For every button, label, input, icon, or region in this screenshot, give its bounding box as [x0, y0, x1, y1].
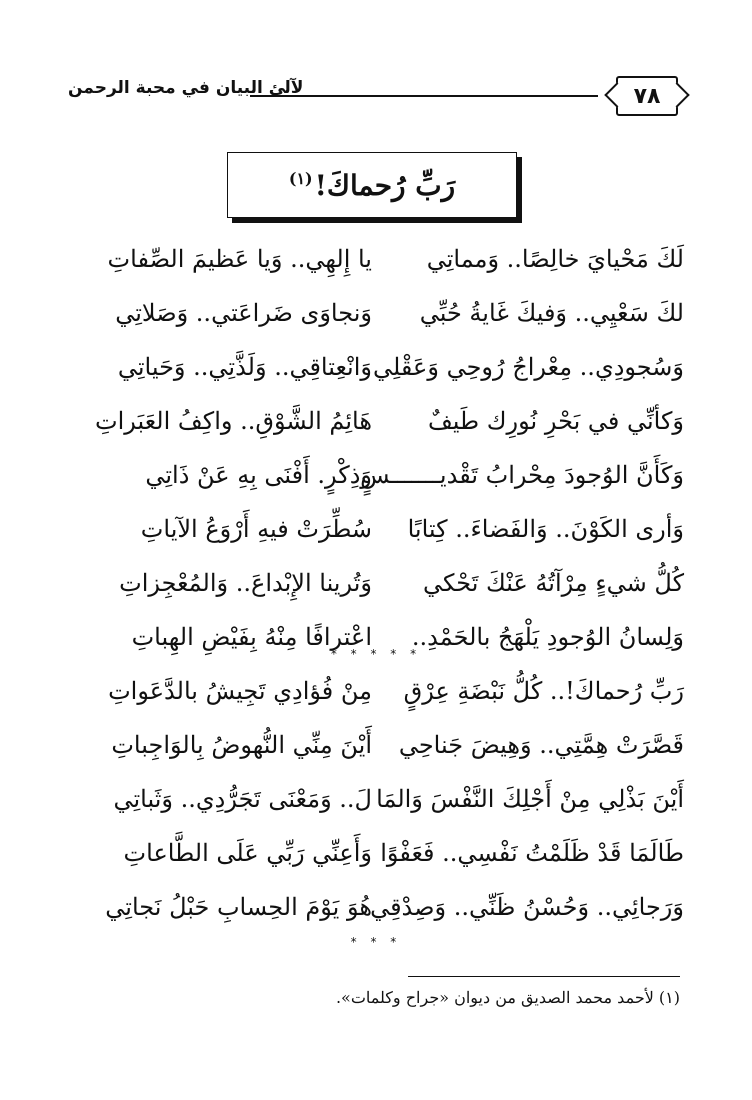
hemistich-first: قَصَّرَتْ هِمَّتِي.. وَهِيضَ جَناحِي [398, 731, 684, 759]
stanza-separator: * * * [350, 935, 402, 949]
hemistich-first: طَالَمَا قَدْ ظَلَمْتُ نَفْسِي.. فَعَفْوًا [380, 839, 684, 867]
hemistich-second: هَائِمُ الشَّوْقِ.. واكِفُ العَبَراتِ [94, 407, 372, 435]
verse-1-1 [72, 232, 684, 286]
verse-2-5 [72, 880, 684, 934]
hemistich-second: وَأَعِنِّي رَبِّي عَلَى الطَّاعاتِ [123, 839, 372, 867]
hemistich-first: وَرَجائِي.. وَحُسْنُ ظَنِّي.. وَصِدْقِي [370, 893, 684, 921]
verse-2-4 [72, 826, 684, 880]
hemistich-second: يا إِلهِي.. وَيا عَظيمَ الصِّفاتِ [107, 245, 372, 273]
verse-1-6 [72, 502, 684, 556]
hemistich-second: أَيْنَ مِنِّي النُّهوضُ بِالوَاجِباتِ [111, 731, 372, 759]
hemistich-first: وَكأنِّي في بَحْرِ نُورِك طَيفٌ [427, 407, 684, 435]
hemistich-second: وَنجاوَى ضَراعَتي.. وَصَلاتِي [115, 299, 372, 327]
footnote-rule [408, 976, 680, 977]
book-title: لآلئ البيان في محبة الرحمن [68, 78, 304, 98]
stanza-2 [72, 664, 684, 934]
poem-title-box [227, 152, 517, 218]
poem-title [289, 169, 455, 202]
verse-1-3 [72, 340, 684, 394]
hemistich-first: وَأرى الكَوْنَ.. وَالفَضاءَ.. كِتابًا [407, 515, 684, 543]
footnote: (١) لأحمد محمد الصديق من ديوان «جراح وكلمات». [335, 988, 680, 1007]
hemistich-first: وَلِسانُ الوُجودِ يَلْهَجُ بالحَمْدِ.. [411, 623, 684, 651]
hemistich-second: هُوَ يَوْمَ الحِسابِ حَبْلُ نَجاتِي [105, 893, 372, 921]
hemistich-second: وَذِكْرٍ. أَفْنَى بِهِ عَنْ ذَاتِي [145, 461, 372, 489]
hemistich-second: مِنْ فُؤادِي تَجِيشُ بالدَّعَواتِ [108, 677, 372, 705]
hemistich-second: وَانْعِتاقِي.. وَلَذَّتِي.. وَحَياتِي [117, 353, 372, 381]
stanza-1 [72, 232, 684, 664]
verse-1-7 [72, 556, 684, 610]
hemistich-second: وَتُرينا الإِبْداعَ.. وَالمُعْجِزاتِ [119, 569, 372, 597]
footnote-marker: (١) [288, 169, 313, 189]
hemistich-first: رَبِّ رُحماكَ!.. كُلُّ نَبْضَةِ عِرْقٍ [403, 677, 684, 705]
verse-2-3 [72, 772, 684, 826]
verse-2-1 [72, 664, 684, 718]
hemistich-first: لَكَ مَحْيايَ خالِصًا.. وَمماتِي [426, 245, 684, 273]
stanza-separator: * * * * * [330, 647, 422, 661]
verse-1-5 [72, 448, 684, 502]
page-header [68, 72, 678, 122]
verse-2-2 [72, 718, 684, 772]
hemistich-first: أَيْنَ بَذْلِي مِنْ أَجْلِكَ النَّفْسَ وَالمَا [376, 785, 684, 813]
hemistich-first: لكَ سَعْيِي.. وَفيكَ غَايةُ حُبِّي [419, 299, 684, 327]
hemistich-first: كُلُّ شيءٍ مِرْآتُهُ عَنْكَ تَحْكي [422, 569, 684, 597]
verse-1-2 [72, 286, 684, 340]
hemistich-first: وَسُجودِي.. مِعْراجُ رُوحِي وَعَقْلِي [372, 353, 684, 381]
hemistich-first: وَكَأَنَّ الوُجودَ مِحْرابُ تَقْديـــــــسٍ [360, 461, 684, 489]
poem-title-text: رَبِّ رُحماكَ! [314, 168, 456, 202]
hemistich-second: سُطِّرَتْ فيهِ أَرْوَعُ الآياتِ [140, 515, 372, 543]
hemistich-second: اعْترافًا مِنْهُ بِفَيْضِ الهِباتِ [131, 623, 372, 651]
page-number: ٧٨ [616, 76, 678, 116]
verse-1-4 [72, 394, 684, 448]
hemistich-second: لَ.. وَمَعْنَى تَجَرُّدِي.. وَثَباتِي [113, 785, 372, 813]
